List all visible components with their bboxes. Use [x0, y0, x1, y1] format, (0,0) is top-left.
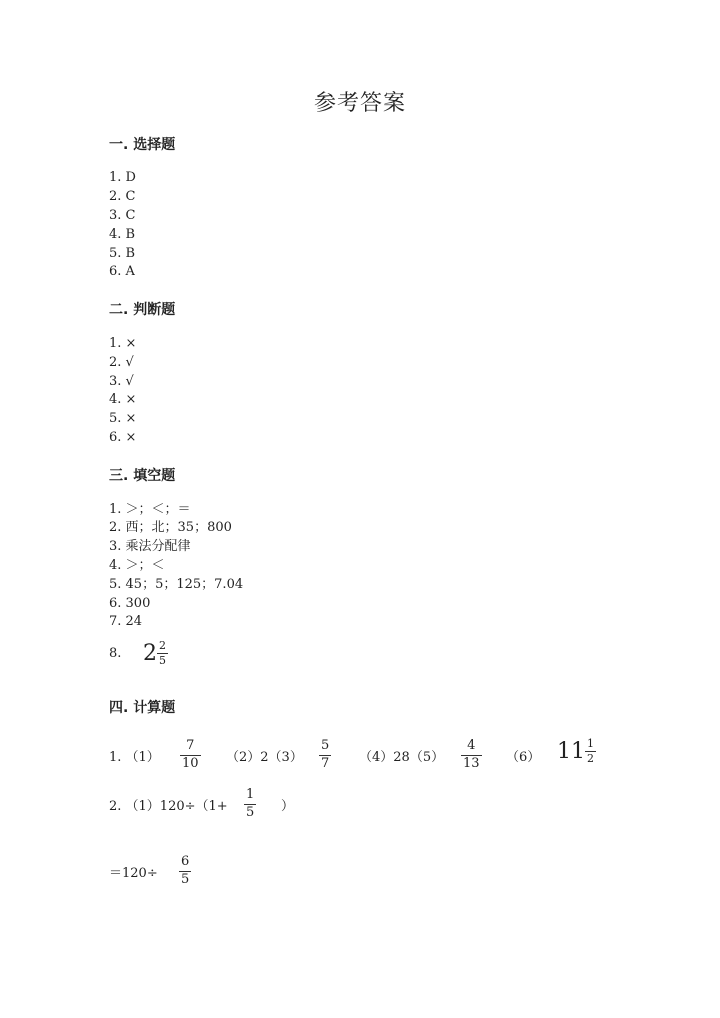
- calc-label: 2. （1）120÷（1+: [109, 799, 228, 814]
- section-heading-calc: 四. 计算题: [109, 700, 176, 716]
- answer-line: 4. ＞；＜: [109, 558, 165, 573]
- calc-label: 1. （1）: [109, 750, 160, 765]
- answer-line: 1. ×: [109, 336, 137, 351]
- answer-line: 5. B: [109, 246, 136, 261]
- mixed-number: [143, 640, 167, 666]
- answer-line: 1. ＞；＜；＝: [109, 502, 191, 517]
- mixed-number: [557, 738, 595, 764]
- denominator: 2: [587, 752, 594, 765]
- calc-text: （2）2（3）: [226, 750, 303, 765]
- denominator: 7: [321, 756, 330, 771]
- calc-text: ）: [281, 799, 295, 814]
- answer-label: 8.: [109, 646, 122, 661]
- numerator: 6: [181, 854, 190, 869]
- numerator: 1: [246, 787, 255, 802]
- mixed-whole: 2: [143, 640, 157, 666]
- denominator: 13: [463, 756, 480, 771]
- answer-line: 4. B: [109, 227, 136, 242]
- numerator: 2: [159, 639, 166, 652]
- answer-line: 3. √: [109, 374, 134, 389]
- answer-line: 3. C: [109, 208, 136, 223]
- answer-line: 4. ×: [109, 392, 137, 407]
- answer-line: 6. ×: [109, 430, 137, 445]
- calc-step: ＝120÷: [109, 866, 158, 881]
- answer-line: 2. C: [109, 189, 136, 204]
- fraction: [586, 738, 595, 764]
- denominator: 5: [246, 805, 255, 820]
- fraction: [320, 739, 330, 771]
- answer-line: 5. 45；5；125；7.04: [109, 577, 244, 592]
- answer-line: 5. ×: [109, 411, 137, 426]
- answer-line: 1. D: [109, 170, 136, 185]
- denominator: 5: [181, 872, 190, 887]
- fraction: [462, 739, 481, 771]
- section-heading-judge: 二. 判断题: [109, 302, 176, 318]
- answer-line: 2. 西；北；35；800: [109, 520, 232, 535]
- fraction: [180, 855, 190, 887]
- section-heading-choice: 一. 选择题: [109, 137, 176, 153]
- denominator: 5: [159, 654, 166, 667]
- calc-text: （6）: [506, 750, 541, 765]
- answer-line: 3. 乘法分配律: [109, 539, 191, 554]
- fraction: [245, 788, 255, 820]
- fraction: [181, 739, 200, 771]
- answer-line: 7. 24: [109, 614, 143, 629]
- denominator: 10: [182, 756, 199, 771]
- numerator: 1: [587, 737, 594, 750]
- page-title: 参考答案: [313, 91, 406, 116]
- section-heading-fill: 三. 填空题: [109, 468, 176, 484]
- answer-line: 6. A: [109, 264, 135, 279]
- numerator: 4: [467, 738, 476, 753]
- answer-line: 2. √: [109, 355, 134, 370]
- fraction: [158, 640, 167, 666]
- numerator: 5: [321, 738, 330, 753]
- calc-text: （4）28（5）: [359, 750, 445, 765]
- answer-line: 6. 300: [109, 596, 151, 611]
- mixed-whole: 11: [557, 738, 585, 764]
- numerator: 7: [186, 738, 195, 753]
